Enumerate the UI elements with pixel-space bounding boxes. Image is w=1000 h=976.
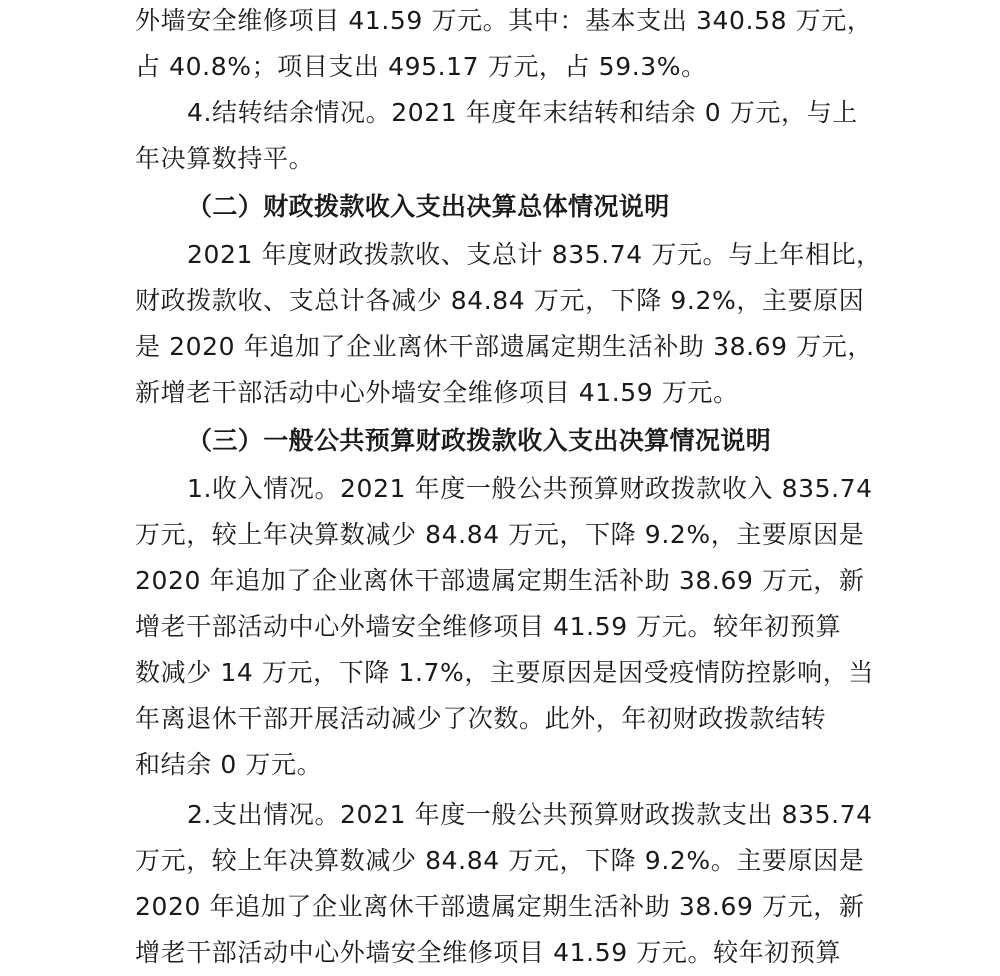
- text-line-2: 占 40.8%；项目支出 495.17 万元，占 59.3%。: [135, 52, 707, 81]
- text-line-15: 数减少 14 万元，下降 1.7%，主要原因是因受疫情防控影响，当: [135, 658, 874, 687]
- text-line-7: 财政拨款收、支总计各减少 84.84 万元，下降 9.2%，主要原因: [135, 286, 865, 315]
- text-line-3: 4.结转结余情况。2021 年度年末结转和结余 0 万元，与上: [187, 98, 858, 127]
- text-line-8: 是 2020 年追加了企业离休干部遗属定期生活补助 38.69 万元，: [135, 332, 873, 361]
- text-line-13: 2020 年追加了企业离休干部遗属定期生活补助 38.69 万元，新: [135, 566, 865, 595]
- text-line-20: 2020 年追加了企业离休干部遗属定期生活补助 38.69 万元，新: [135, 892, 865, 921]
- text-line-1: 外墙安全维修项目 41.59 万元。其中：基本支出 340.58 万元，: [135, 6, 873, 35]
- text-line-12: 万元，较上年决算数减少 84.84 万元，下降 9.2%，主要原因是: [135, 520, 865, 549]
- section-heading-2: （二）财政拨款收入支出决算总体情况说明: [187, 192, 670, 221]
- text-line-11: 1.收入情况。2021 年度一般公共预算财政拨款收入 835.74: [187, 474, 873, 503]
- text-line-9: 新增老干部活动中心外墙安全维修项目 41.59 万元。: [135, 378, 739, 407]
- text-line-21: 增老干部活动中心外墙安全维修项目 41.59 万元。较年初预算: [135, 938, 842, 967]
- text-line-19: 万元，较上年决算数减少 84.84 万元，下降 9.2%。主要原因是: [135, 846, 865, 875]
- text-line-17: 和结余 0 万元。: [135, 750, 323, 779]
- text-line-18: 2.支出情况。2021 年度一般公共预算财政拨款支出 835.74: [187, 800, 873, 829]
- text-line-4: 年决算数持平。: [135, 144, 315, 173]
- text-line-16: 年离退休干部开展活动减少了次数。此外，年初财政拨款结转: [135, 704, 827, 733]
- text-line-6: 2021 年度财政拨款收、支总计 835.74 万元。与上年相比，: [187, 240, 882, 269]
- section-heading-3: （三）一般公共预算财政拨款收入支出决算情况说明: [187, 426, 772, 455]
- text-line-14: 增老干部活动中心外墙安全维修项目 41.59 万元。较年初预算: [135, 612, 842, 641]
